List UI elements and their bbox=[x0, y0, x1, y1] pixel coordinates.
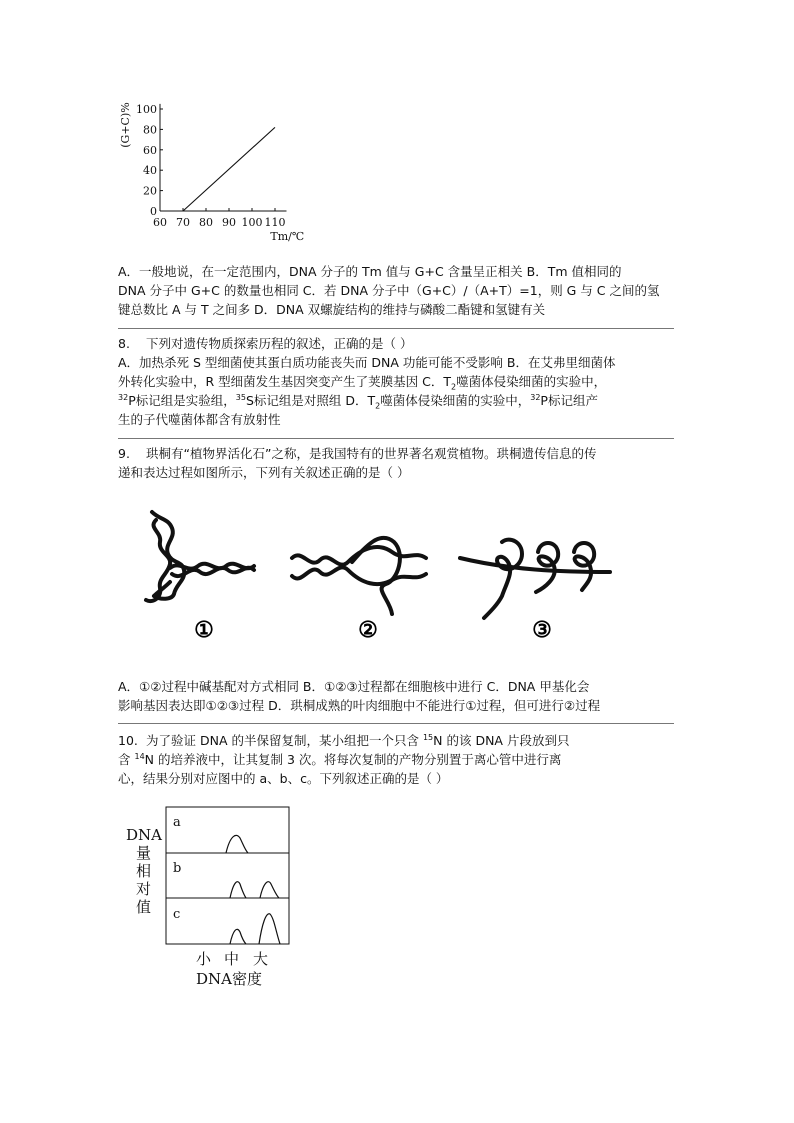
q9-options-line-2: 影响基因表达即①②③过程 D．珙桐成熟的叶肉细胞中不能进行①过程，但可进行②过程 bbox=[118, 698, 601, 713]
ylabel-dna: DNA bbox=[126, 826, 162, 844]
divider bbox=[118, 438, 674, 439]
y-tick-label: 80 bbox=[143, 123, 157, 137]
q8-line-3: $^{32}$P标记组是实验组，$^{35}$S标记组是对照组 D．$T_2$噬菌体侵染细菌的实验中，$^{32}$P标记组产 bbox=[118, 392, 598, 411]
label-1: ① bbox=[194, 617, 214, 643]
panel-label-c: c bbox=[173, 907, 181, 922]
peak-b-heavy bbox=[260, 882, 279, 898]
peak-b-middle bbox=[230, 882, 246, 898]
y-tick-label: 0 bbox=[150, 205, 157, 218]
ylabel-char: 对 bbox=[136, 880, 152, 898]
q9-stem-1: 珙桐有“植物界活化石”之称，是我国特有的世界著名观赏植物。珙桐遗传信息的传 bbox=[146, 446, 597, 461]
x-tick-label: 80 bbox=[199, 216, 213, 229]
label-3: ③ bbox=[532, 617, 552, 643]
divider bbox=[118, 723, 674, 724]
panel-label-a: a bbox=[173, 815, 181, 830]
transcription-diagram bbox=[292, 538, 426, 614]
panel-label-b: b bbox=[173, 861, 182, 876]
peak-a-middle bbox=[226, 835, 248, 853]
xtick-large: 大 bbox=[253, 950, 269, 968]
q10-line-2: 含 $^{14}$N 的培养液中，让其复制 3 次。将每次复制的产物分别置于离心管中进行离 bbox=[118, 751, 562, 767]
divider bbox=[118, 328, 674, 329]
peak-c-heavy bbox=[259, 914, 280, 944]
replication-diagram bbox=[146, 512, 254, 601]
q7-line-3: 键总数比 A 与 T 之间多 D．DNA 双螺旋结构的维持与磷酸二酯键和氢键有关 bbox=[118, 302, 546, 317]
q10-number: 10. bbox=[118, 733, 138, 748]
x-tick-label: 70 bbox=[176, 216, 190, 229]
ylabel-char: 相 bbox=[136, 862, 152, 880]
label-2: ② bbox=[358, 617, 378, 643]
q9-options-line-1: A．①②过程中碱基配对方式相同 B．①②③过程都在细胞核中进行 C．DNA 甲基化会 bbox=[118, 679, 590, 694]
xlabel-dna-density: DNA密度 bbox=[196, 970, 262, 988]
question-10: 10. 为了验证 DNA 的半保留复制，某小组把一个只含 $^{15}$N 的该 DNA 片段放到只 含 $^{14}$N 的培养液中，让其复制 3 次。将每次复制的产物分别置于离心管中进行离 心，结果分别对应图中的 a、b、c。下列叙述正确的是（ ） bbox=[118, 731, 674, 788]
y-tick-label: 20 bbox=[143, 184, 157, 198]
xtick-small: 小 bbox=[196, 950, 212, 968]
q8-line-4: 生的子代噬菌体都含有放射性 bbox=[118, 412, 281, 427]
y-tick-label: 40 bbox=[143, 164, 157, 178]
series-line bbox=[183, 127, 275, 211]
question-8 bbox=[118, 334, 674, 429]
y-axis-label: (G+C)% bbox=[119, 102, 132, 148]
q8-line-1: A．加热杀死 S 型细菌使其蛋白质功能丧失而 DNA 功能可能不受影响 B．在艾弗里细菌体 bbox=[118, 355, 616, 370]
xtick-middle: 中 bbox=[224, 950, 240, 968]
y-tick-label: 60 bbox=[143, 143, 157, 157]
q8-line-2: 外转化实验中，R 型细菌发生基因突变产生了荚膜基因 C．$T_2$噬菌体侵染细菌的实验中， bbox=[118, 374, 607, 392]
y-tick-label: 100 bbox=[136, 103, 157, 116]
x-tick-label: 60 bbox=[153, 216, 167, 229]
x-tick-label: 110 bbox=[264, 216, 286, 229]
q7-line-1: A．一般地说，在一定范围内，DNA 分子的 Tm 值与 G+C 含量呈正相关 B．Tm 值相同的 bbox=[118, 264, 622, 279]
tm-gc-chart bbox=[115, 95, 305, 245]
ylabel-char: 值 bbox=[136, 898, 152, 916]
x-axis-label: Tm/℃ bbox=[270, 230, 305, 243]
gene-expression-diagram bbox=[130, 500, 630, 650]
translation-diagram bbox=[460, 540, 610, 618]
x-tick-label: 90 bbox=[222, 216, 236, 229]
q9-options bbox=[118, 677, 674, 715]
q7-options bbox=[118, 262, 674, 319]
q8-number: 8. bbox=[118, 336, 130, 351]
q7-line-2: DNA 分子中 G+C 的数量也相同 C．若 DNA 分子中（G+C）/（A+T）=1，则 G 与 C 之间的氢 bbox=[118, 283, 660, 298]
q8-stem: 下列对遗传物质探索历程的叙述，正确的是（ ） bbox=[146, 336, 413, 351]
question-9 bbox=[118, 444, 674, 482]
dna-density-figure bbox=[118, 800, 308, 995]
ylabel-char: 量 bbox=[136, 844, 152, 862]
peak-c-middle bbox=[230, 929, 246, 944]
q9-number: 9. bbox=[118, 446, 130, 461]
q9-stem-2: 递和表达过程如图所示，下列有关叙述正确的是（ ） bbox=[118, 465, 410, 480]
q10-line-3: 心，结果分别对应图中的 a、b、c。下列叙述正确的是（ ） bbox=[118, 771, 449, 786]
x-tick-label: 100 bbox=[241, 216, 263, 229]
